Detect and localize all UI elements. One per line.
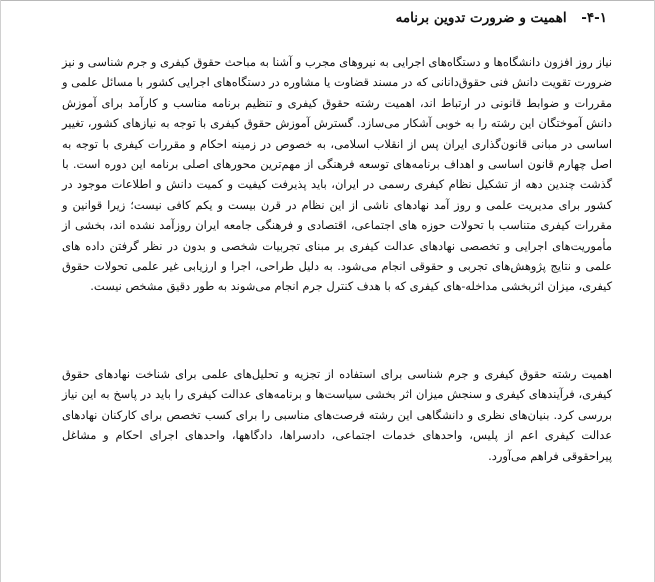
paragraph-2: اهمیت رشته حقوق کیفری و جرم شناسی برای استفاده از تجزیه و تحلیل‌های علمی برای شناخت نهادهای حقوق کیفری، فرآیندهای کیفری و سنجش میزان اثر بخشی سیاست‌ها و برنامه‌های عدالت کیفری را باید در پاسخ به این نیاز بررسی کرد. بنیان‌های نظری و دانشگاهی این رشته فرصت‌های مناسبی را برای کسب تخصص برای کارکنان نهادهای عدالت کیفری اعم از پلیس، واحدهای خدمات اجتماعی، دادسراها، دادگاهها، واحدهای اجرای احکام و مشاغل پیراحقوقی فراهم می‌آورد. [62,367,612,463]
page-top-border [0,0,655,1]
page-left-border [0,0,1,582]
section-number: ۴-۱- [581,10,607,26]
paragraph-1: نیاز روز افزون دانشگاه‌ها و دستگاه‌های اجرایی به نیروهای مجرب و آشنا به مباحث حقوق کیفری و جرم شناسی و نیز ضرورت تقویت دانش فنی حقوق‌دانانی که در مسند قضاوت یا مشاوره در دستگاه‌های اجرایی کشور با مسائل علمی و مقررات و ضوابط قانونی در ارتباط اند، اهمیت رشته حقوق کیفری و تنظیم برنامه مناسب و کارآمد برای آموزش دانش آموختگان این رشته را به خوبی آشکار می‌سازد. گسترش آموزش حقوق کیفری با توجه به نیازهای کشور، تغییر اساسی در مبانی قانون‌گذاری ایران پس از انقلاب اسلامی، به خصوص در زمینه احکام و مقررات کیفری با توجه به اصل چهارم قانون اساسی و اهداف برنامه‌های توسعه فرهنگی از مهم‌ترین محورهای اصلی برنامه این دوره است. با گذشت چندین دهه از تشکیل نظام کیفری رسمی در ایران، باید پذیرفت کیفیت و کمیت دانش و اطلاعات موجود در کشور برای مدیریت علمی و روز آمد نهادهای ناشی از این نظام در قرن بیست و یکم کافی نیست؛ زیرا قوانین و مقررات کیفری متناسب با تحولات حوزه های اجتماعی، اقتصادی و فرهنگی جامعه ایران روزآمد نشده اند، بخشی از مأموریت‌های اجرایی و تخصصی نهادهای عدالت کیفری بر مبنای تجربیات شخصی و بدون در نظر گرفتن داده های علمی و نتایج پژوهش‌های تجربی و حقوقی انجام می‌شود. به دلیل طراحی، اجرا و ارزیابی غیر علمی تحولات حقوق کیفری، میزان اثربخشی مداخله-های کیفری که با هدف کنترل جرم انجام می‌شوند به طور دقیق مشخص نیست. [62,55,612,294]
section-title: اهمیت و ضرورت تدوین برنامه [395,10,567,26]
section-heading [396,10,607,26]
